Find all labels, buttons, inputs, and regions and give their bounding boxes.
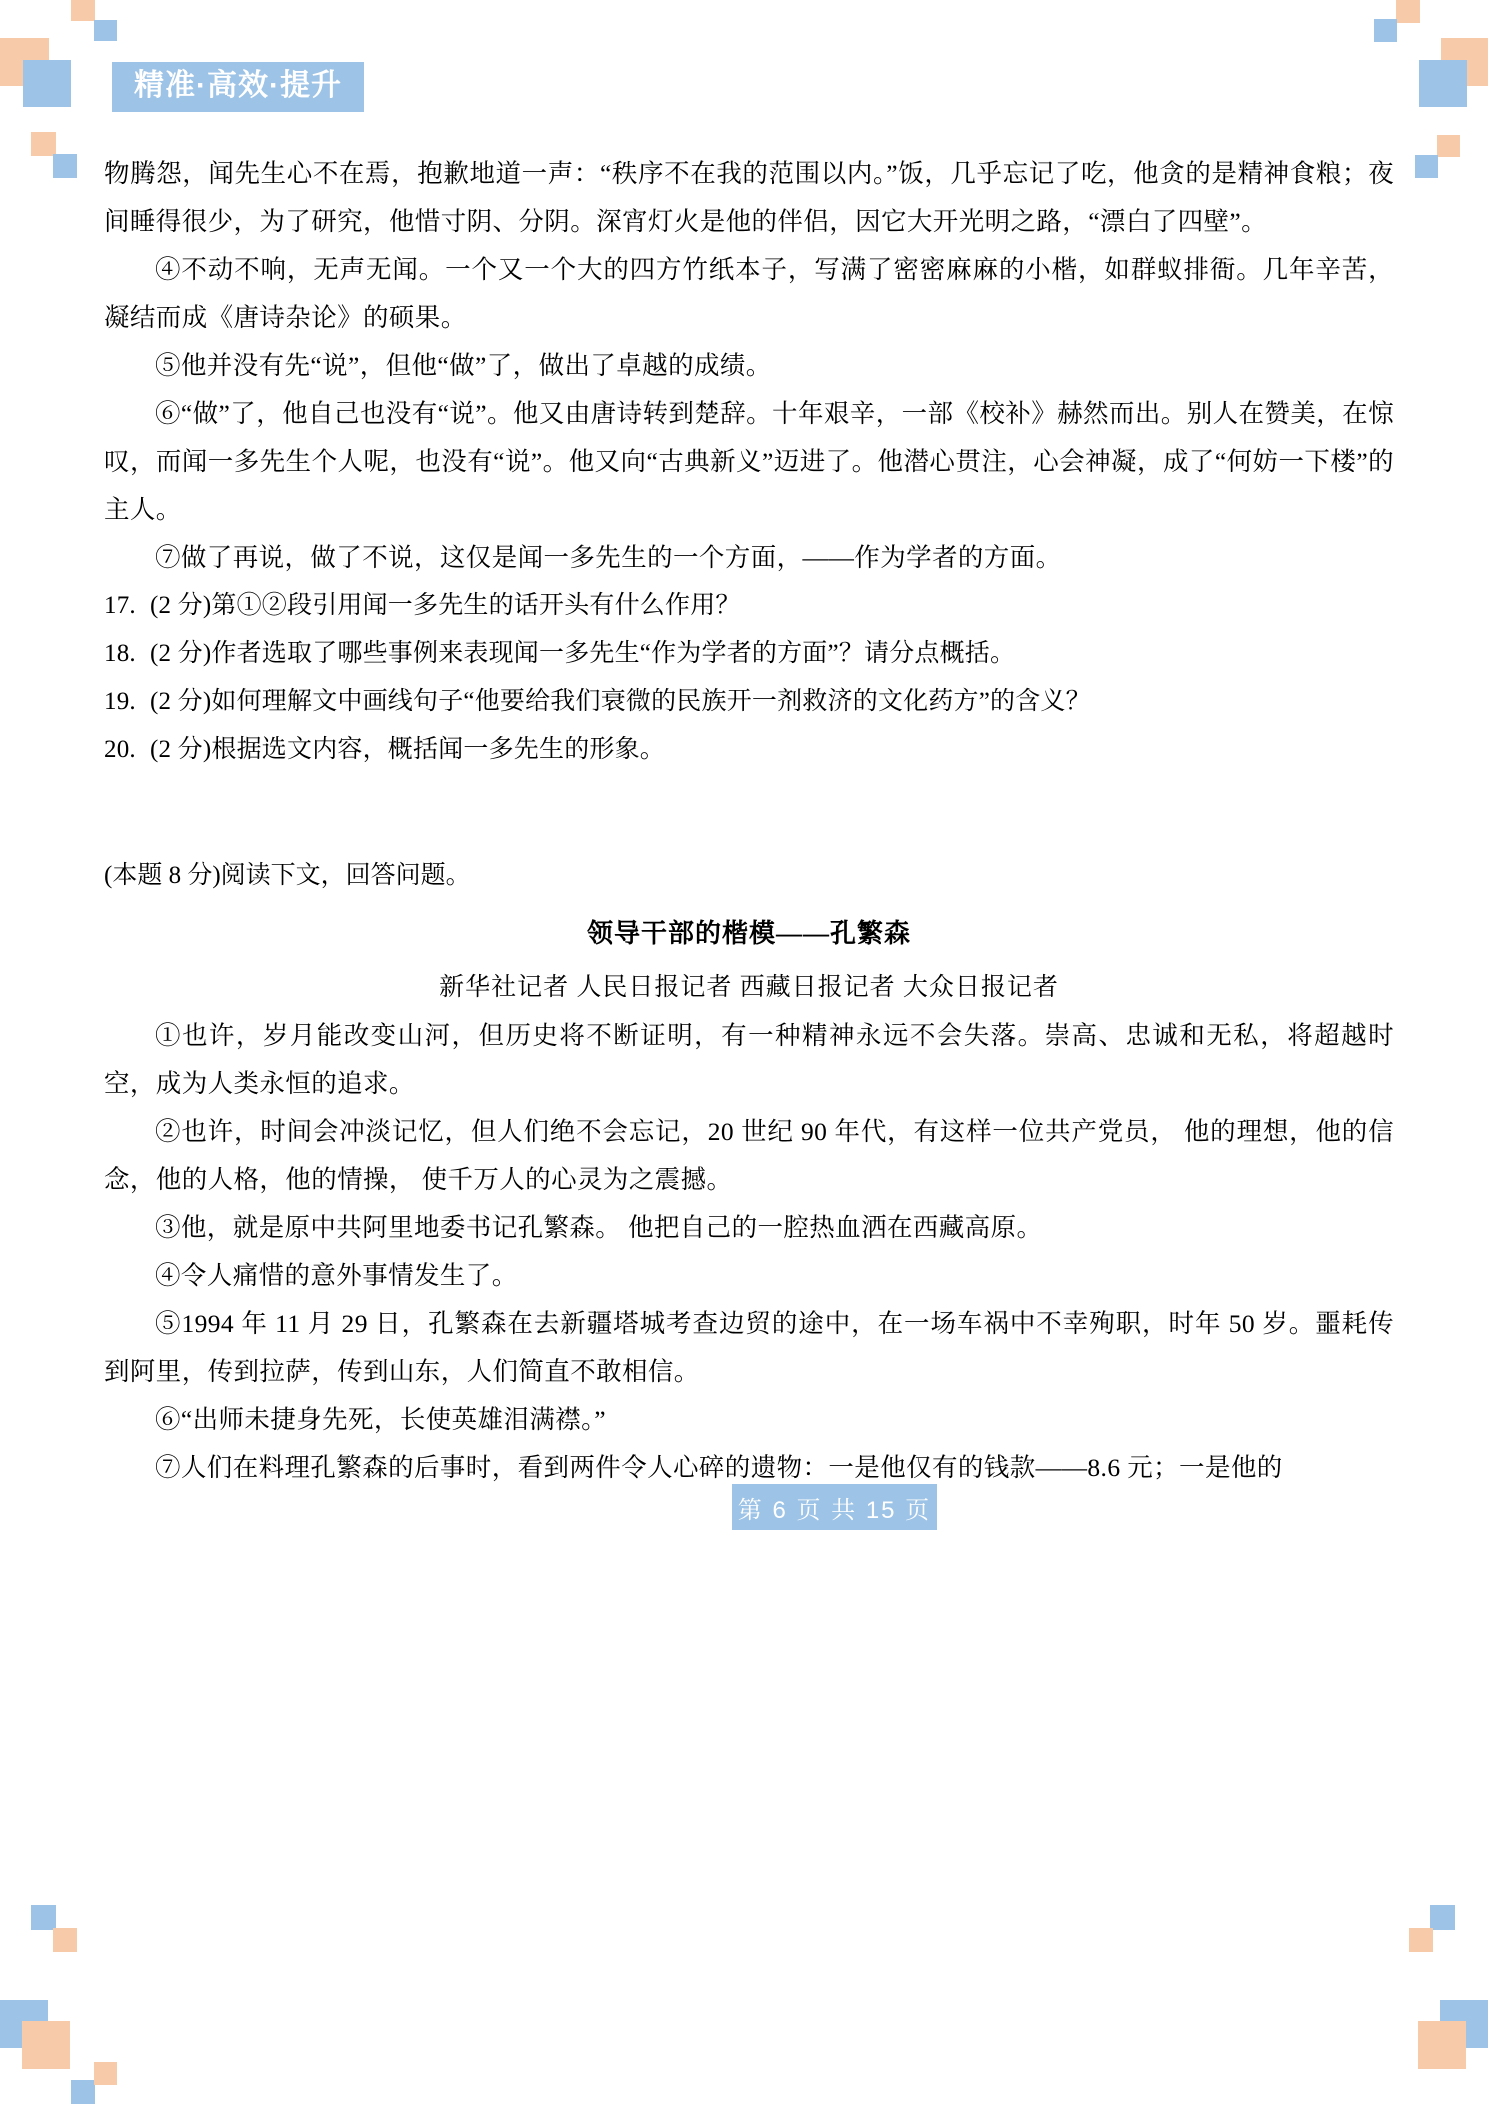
document-content — [104, 150, 1394, 1492]
passage-one-paragraph-6: ⑥“做”了，他自己也没有“说”。他又由唐诗转到楚辞。十年艰辛，一部《校补》赫然而出。别人在赞美，在惊叹，而闻一多先生个人呢，也没有“说”。他又向“古典新义”迈进了。他潜心贯注，心会神凝，成了“何妨一下楼”的主人。 — [104, 399, 1394, 524]
deco-square-blue-1 — [94, 20, 117, 41]
passage-two-byline: 新华社记者 人民日报记者 西藏日报记者 大众日报记者 — [439, 974, 1059, 1001]
question-19 — [104, 678, 1394, 726]
question-20-number: 20. — [104, 736, 136, 763]
question-18-text: 作者选取了哪些事例来表现闻一多先生“作为学者的方面”？请分点概括。 — [211, 640, 1016, 667]
passage-one-paragraph-4: ④不动不响，无声无闻。一个又一个大的四方竹纸本子，写满了密密麻麻的小楷，如群蚁排衙。几年辛苦，凝结而成《唐诗杂论》的硕果。 — [104, 255, 1394, 332]
deco-square-peach-6 — [1437, 135, 1460, 157]
passage-one-paragraph-7: ⑦做了再说，做了不说，这仅是闻一多先生的一个方面，——作为学者的方面。 — [155, 543, 1062, 572]
brand-banner: 精准·高效·提升 — [112, 62, 364, 112]
passage-two-paragraph-4: ④令人痛惜的意外事情发生了。 — [155, 1261, 518, 1290]
page-number-badge: 第 6 页 共 15 页 — [732, 1484, 937, 1530]
passage-one-paragraph-5: ⑤他并没有先“说”，但他“做”了，做出了卓越的成绩。 — [155, 351, 772, 380]
deco-square-peach-4 — [1396, 0, 1420, 23]
deco-square-peach-11 — [1418, 2021, 1466, 2069]
deco-square-blue-4 — [1374, 19, 1397, 42]
question-19-number: 19. — [104, 688, 136, 715]
passage-two-paragraph-3: ③他，就是原中共阿里地委书记孔繁森。 他把自己的一腔热血洒在西藏高原。 — [155, 1213, 1043, 1242]
passage-two-paragraph-7: ⑦人们在料理孔繁森的后事时，看到两件令人心碎的遗物：一是他仅有的钱款——8.6 元；一是他的 — [155, 1453, 1283, 1482]
deco-square-blue-9 — [71, 2080, 95, 2104]
deco-square-blue-7 — [31, 1905, 56, 1930]
deco-square-peach-10 — [1409, 1928, 1433, 1952]
question-17 — [104, 582, 1394, 630]
question-17-points: (2 分) — [150, 592, 212, 619]
passage-two-paragraph-2: ②也许，时间会冲淡记忆，但人们绝不会忘记，20 世纪 90 年代，有这样一位共产党员， 他的理想，他的信念，他的人格，他的情操， 使千万人的心灵为之震撼。 — [104, 1117, 1394, 1194]
question-20 — [104, 726, 1394, 774]
question-18-number: 18. — [104, 640, 136, 667]
passage-two-title: 领导干部的楷模——孔繁森 — [586, 919, 911, 948]
question-20-points: (2 分) — [150, 736, 212, 763]
deco-square-peach-3 — [31, 132, 56, 156]
deco-square-peach-7 — [53, 1928, 77, 1952]
deco-square-blue-2 — [23, 60, 71, 107]
question-18 — [104, 630, 1394, 678]
question-19-points: (2 分) — [150, 688, 212, 715]
section-spacer — [104, 774, 1394, 852]
deco-square-peach-1 — [71, 0, 95, 21]
passage-two-paragraph-6: ⑥“出师未捷身先死，长使英雄泪满襟。” — [155, 1405, 606, 1434]
deco-square-peach-9 — [94, 2062, 117, 2085]
passage-two-paragraph-5: ⑤1994 年 11 月 29 日，孔繁森在去新疆塔城考查边贸的途中，在一场车祸中不幸殉职，时年 50 岁。噩耗传到阿里，传到拉萨，传到山东，人们简直不敢相信。 — [104, 1309, 1394, 1386]
question-19-text: 如何理解文中画线句子“他要给我们衰微的民族开一剂救济的文化药方”的含义？ — [211, 688, 1091, 715]
question-17-text: 第①②段引用闻一多先生的话开头有什么作用？ — [211, 592, 741, 619]
deco-square-blue-10 — [1430, 1905, 1455, 1930]
question-17-number: 17. — [104, 592, 136, 619]
deco-square-blue-6 — [1415, 155, 1438, 178]
question-18-points: (2 分) — [150, 640, 212, 667]
question-20-text: 根据选文内容，概括闻一多先生的形象。 — [211, 736, 666, 763]
deco-square-blue-5 — [1419, 60, 1467, 107]
passage-one-paragraph-continuation: 物腾怨，闻先生心不在焉，抱歉地道一声：“秩序不在我的范围以内。”饭，几乎忘记了吃，他贪的是精神食粮；夜间睡得很少，为了研究，他惜寸阴、分阴。深宵灯火是他的伴侣，因它大开光明之路，“漂白了四壁”。 — [104, 159, 1394, 236]
passage-two-lead-in: (本题 8 分)阅读下文，回答问题。 — [104, 862, 471, 889]
passage-two-paragraph-1: ①也许，岁月能改变山河，但历史将不断证明，有一种精神永远不会失落。崇高、忠诚和无私，将超越时空，成为人类永恒的追求。 — [104, 1021, 1394, 1098]
deco-square-peach-8 — [22, 2021, 70, 2069]
deco-square-blue-3 — [53, 154, 77, 178]
